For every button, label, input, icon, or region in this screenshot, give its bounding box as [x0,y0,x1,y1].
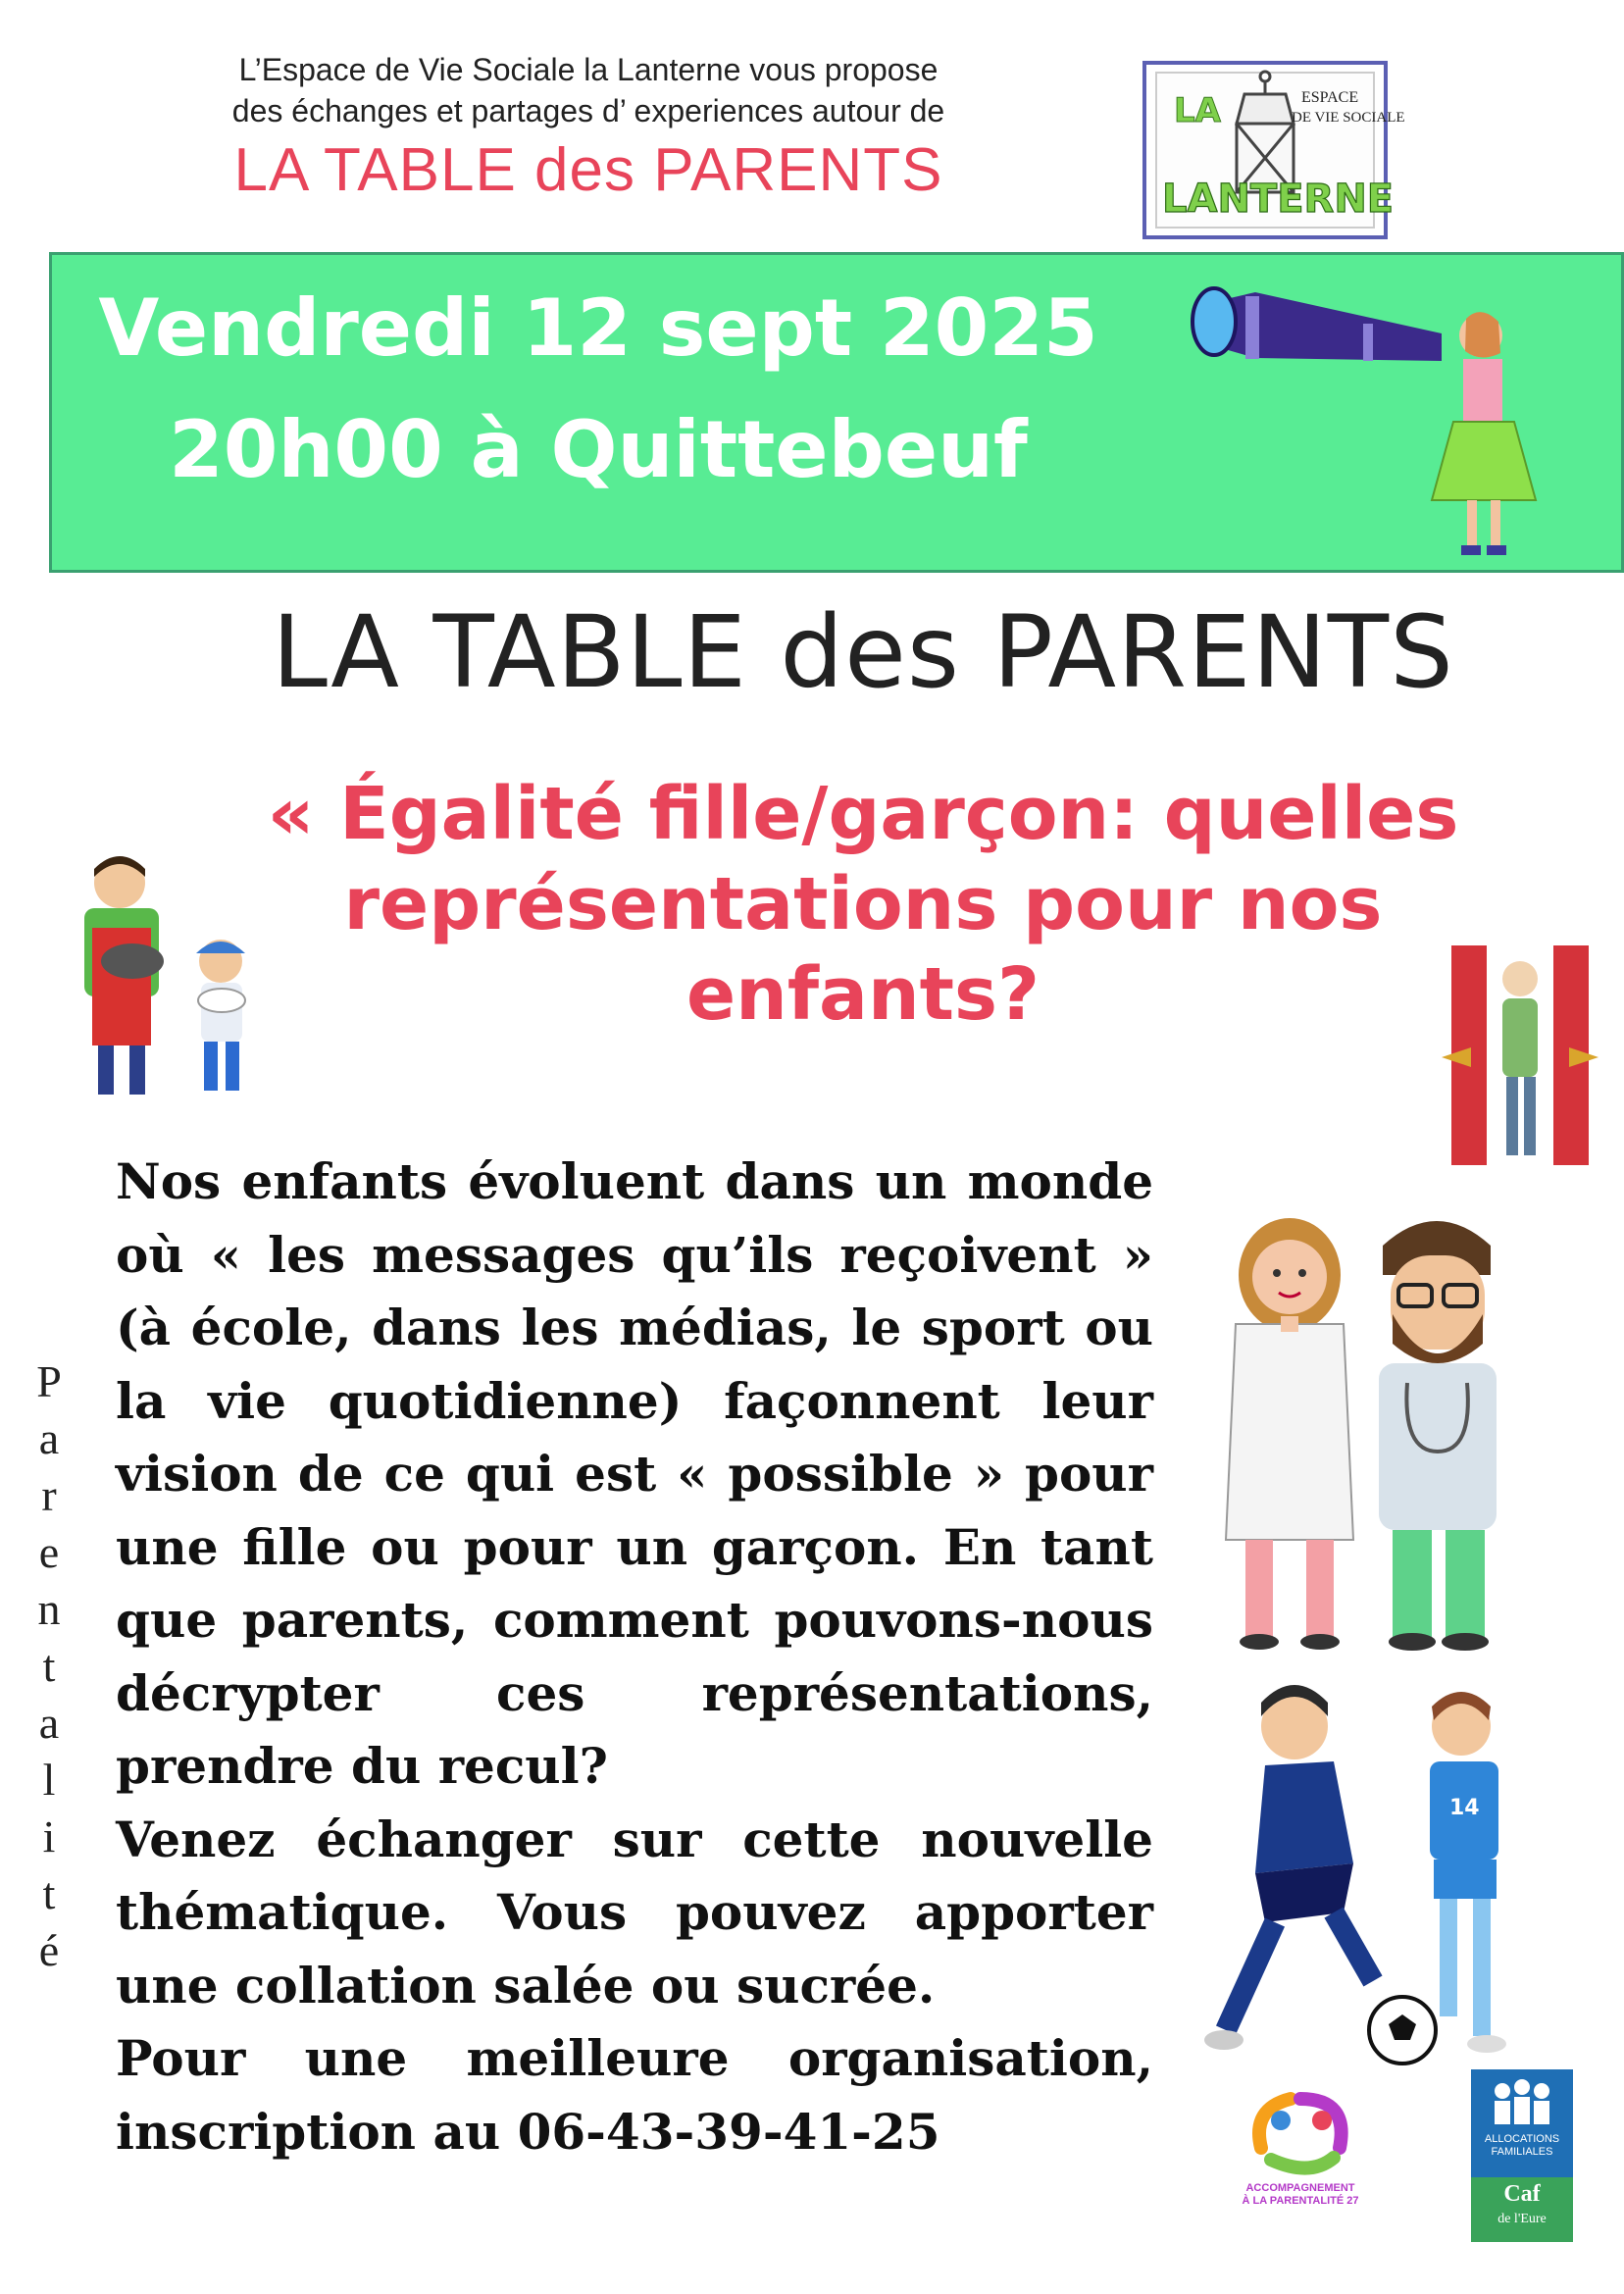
caf-family-icon [1483,2077,1561,2128]
body-paragraph-3: Pour une meilleure organisation, inscription au 06-43-39-41-25 [116,2029,1153,2161]
caf-region: de l'Eure [1497,2212,1547,2226]
body-paragraph-2: Venez échanger sur cette nouvelle thématique. Vous pouvez apporter une collation salée ou sucrée. [116,1810,1153,2014]
svg-text:ESPACE: ESPACE [1301,89,1359,106]
question-line-2: représentations pour nos [343,862,1383,946]
header-title: LA TABLE des PARENTS [233,136,943,204]
body-text [116,1146,1153,2168]
partner-line-2: À LA PARENTALITÉ 27 [1242,2195,1359,2207]
svg-text:LA: LA [1174,91,1221,130]
caf-logo [1471,2069,1573,2246]
intro-line-2: des échanges et partages d’ experiences autour de [231,93,945,128]
event-date: Vendredi 12 sept 2025 [98,282,1098,374]
question-line-3: enfants? [685,952,1040,1037]
parentalite-27-logo [1232,2079,1369,2217]
caf-line-2: FAMILIALES [1491,2146,1553,2158]
caf-brand: Caf [1503,2181,1541,2207]
side-letter: t [42,1868,56,1918]
squeezed-person-illustration [1442,940,1599,1171]
intro-text [147,49,1030,131]
question-line-1: « Égalité fille/garçon: quelles [267,772,1459,856]
side-letter: i [42,1811,56,1861]
side-letter: a [38,1698,60,1748]
side-letter: é [38,1925,60,1975]
side-letter: l [42,1755,56,1805]
father-child-cooking-illustration [49,843,284,1118]
la-lanterne-logo [1142,61,1405,239]
side-letter: a [38,1413,60,1463]
people-circle-icon [1232,2079,1369,2177]
body-paragraph-1: Nos enfants évoluent dans un monde où « les messages qu’ils reçoivent » (à école, dans les médias, le sport ou la vie quotidienne) façonnent leur vision de ce qui est « possible » pour une fille ou pour un garçon. En tant que parents, comment pouvons-nous décrypter ces représentations, prendre du recul? [116,1152,1153,1795]
main-title: LA TABLE des PARENTS [272,594,1454,711]
partner-line-1: ACCOMPAGNEMENT [1245,2182,1355,2194]
event-time-place: 20h00 à Quittebeuf [169,404,1028,495]
vertical-parentalite-label [27,1353,71,1979]
football-players-illustration [1206,1667,1579,2079]
side-letter: e [38,1527,60,1577]
intro-line-1: L’Espace de Vie Sociale la Lanterne vous propose [238,52,939,87]
svg-text:LANTERNE: LANTERNE [1162,177,1395,222]
theme-question [167,769,1559,1040]
caf-line-1: ALLOCATIONS [1484,2133,1560,2145]
lantern-icon [1146,65,1405,235]
side-letter: n [37,1584,61,1634]
side-letter: r [41,1470,57,1520]
side-letter: t [42,1641,56,1691]
svg-text:14: 14 [1449,1796,1480,1820]
telescope-woman-illustration [1187,265,1559,569]
side-letter: P [36,1356,62,1406]
doctors-illustration [1206,1206,1530,1677]
svg-text:DE VIE SOCIALE: DE VIE SOCIALE [1292,110,1405,126]
